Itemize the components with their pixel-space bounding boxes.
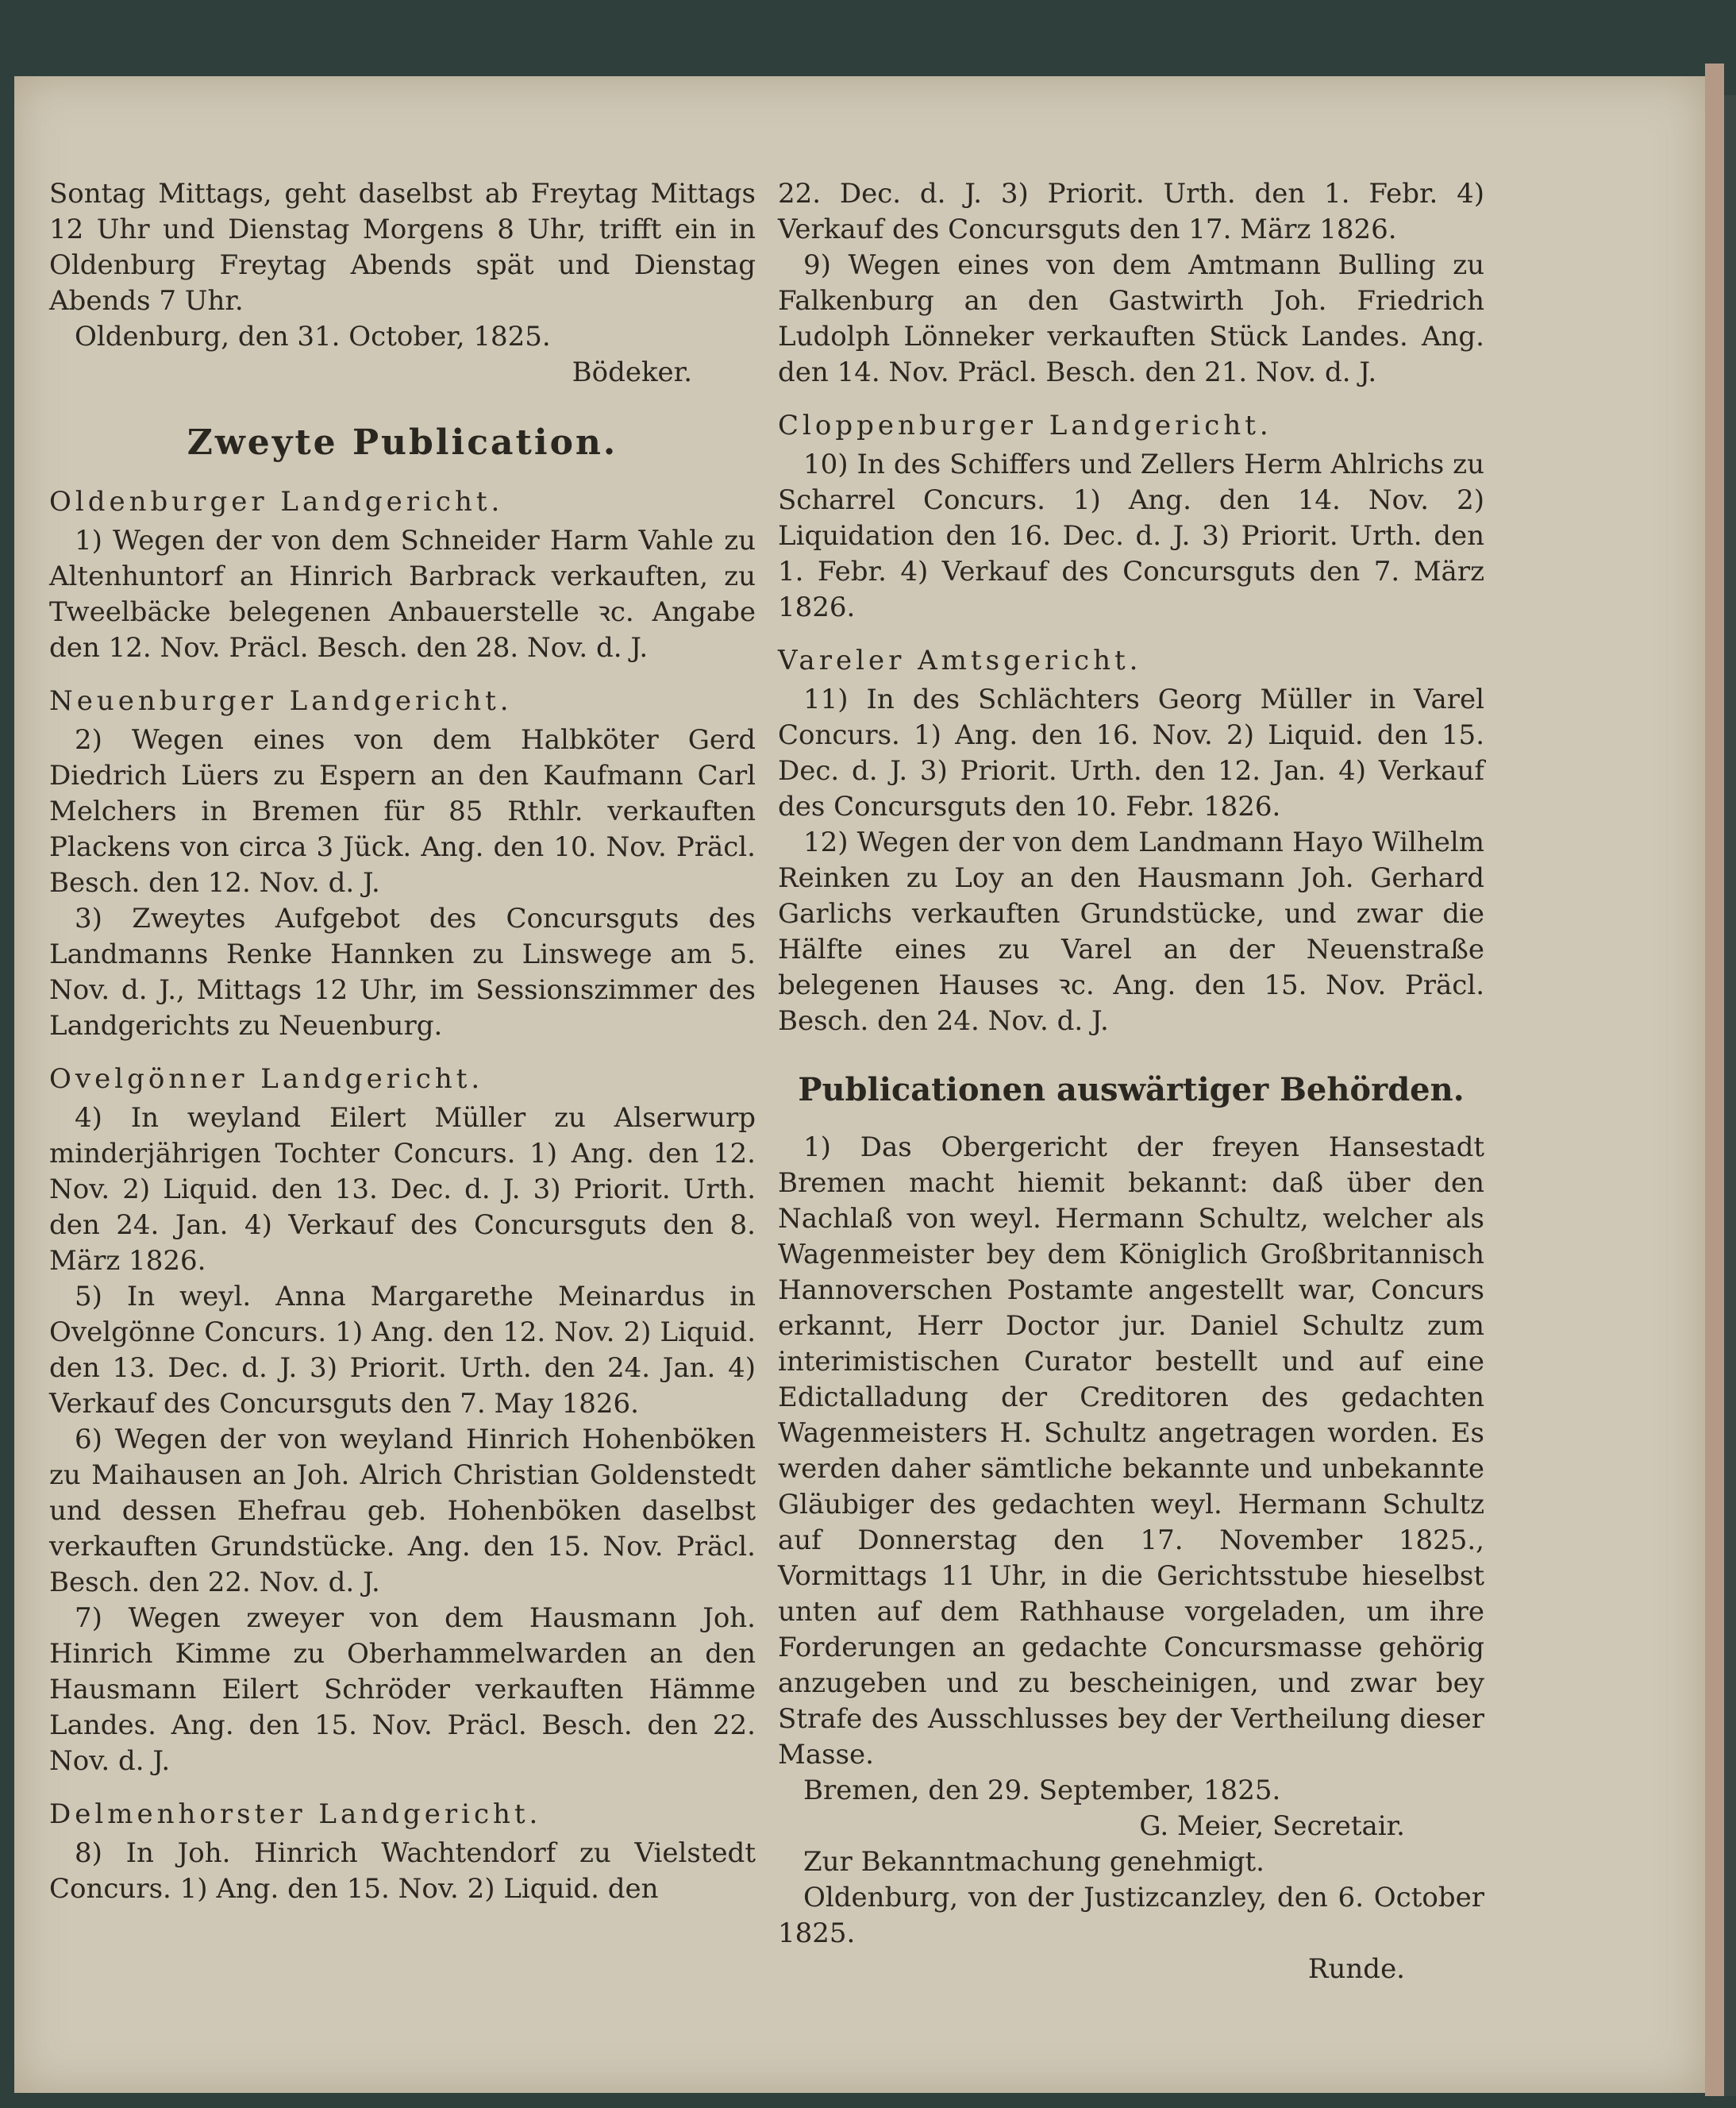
notice-item: 3) Zweytes Aufgebot des Concursguts des Landmanns Renke Hannken zu Linswege am 5. Nov. d. J., Mittags 12 Uhr, im Sessionszimmer des Landgerichts zu Neuenburg. bbox=[49, 903, 756, 1042]
notice-item: 12) Wegen der von dem Landmann Hayo Wilhelm Reinken zu Loy an den Hausmann Joh. Gerhard Garlichs verkauften Grundstücke, und zwar die Hälfte eines zu Varel an der Neuenstraße belegenen Hauses ꝛc. Ang. den 15. Nov. Präcl. Besch. den 24. Nov. d. J. bbox=[778, 827, 1484, 1037]
signature: Runde. bbox=[1307, 1953, 1405, 1985]
section-heading: Zweyte Publication. bbox=[187, 422, 618, 463]
paragraph-continuation: Sontag Mittags, geht daselbst ab Freytag Mittags 12 Uhr und Dienstag Morgens 8 Uhr, trifft ein in Oldenburg Freytag Abends spät und Dienstag Abends 7 Uhr. bbox=[49, 178, 756, 317]
signature: G. Meier, Secretair. bbox=[1139, 1810, 1405, 1842]
approval-note: Zur Bekanntmachung genehmigt. bbox=[803, 1846, 1264, 1878]
court-heading: Delmenhorster Landgericht. bbox=[49, 1798, 542, 1830]
page-edge-shadow bbox=[1724, 95, 1736, 2096]
court-heading: Oldenburger Landgericht. bbox=[49, 486, 504, 518]
right-column bbox=[778, 176, 1484, 1987]
notice-item: 5) In weyl. Anna Margarethe Meinardus in Ovelgönne Concurs. 1) Ang. den 12. Nov. 2) Liquid. den 13. Dec. d. J. 3) Priorit. Urth. den 24. Jan. 4) Verkauf des Concursguts den 7. May 1826. bbox=[49, 1281, 756, 1420]
signature: Bödeker. bbox=[572, 356, 692, 388]
notice-item: 9) Wegen eines von dem Amtmann Bulling zu Falkenburg an den Gastwirth Joh. Friedrich Ludolph Lönneker verkauften Stück Landes. Ang. den 14. Nov. Präcl. Besch. den 21. Nov. d. J. bbox=[778, 249, 1484, 388]
notice-item: 1) Das Obergericht der freyen Hansestadt Bremen macht hiemit bekannt: daß über den Nachlaß von weyl. Hermann Schultz, welcher als Wagenmeister bey dem Königlich Großbritannisch Hannoverschen Postamte angestellt war, Concurs erkannt, Herr Doctor jur. Daniel Schultz zum interimistischen Curator bestellt und auf eine Edictalladung der Creditoren des gedachten Wagenmeisters H. Schultz angetragen worden. Es werden daher sämtliche bekannte und unbekannte Gläubiger des gedachten weyl. Hermann Schultz auf Donnerstag den 17. November 1825., Vormittags 11 Uhr, in die Gerichtsstube hieselbst unten auf dem Rathhause vorgeladen, um ihre Forderungen an gedachte Concursmasse gehörig anzugeben und zu bescheinigen, und zwar bey Strafe des Ausschlusses bey der Vertheilung dieser Masse. bbox=[778, 1131, 1484, 1771]
dateline: Bremen, den 29. September, 1825. bbox=[803, 1775, 1281, 1806]
court-heading: Ovelgönner Landgericht. bbox=[49, 1063, 484, 1095]
dateline: Oldenburg, den 31. October, 1825. bbox=[75, 321, 551, 353]
notice-item: 8) In Joh. Hinrich Wachtendorf zu Vielstedt Concurs. 1) Ang. den 15. Nov. 2) Liquid. den bbox=[49, 1837, 756, 1905]
page-edge bbox=[1705, 64, 1724, 2096]
notice-item: 10) In des Schiffers und Zellers Herm Ahlrichs zu Scharrel Concurs. 1) Ang. den 14. Nov. 2) Liquidation den 16. Dec. d. J. 3) Priorit. Urth. den 1. Febr. 4) Verkauf des Concursguts den 7. März 1826. bbox=[778, 449, 1484, 623]
section-heading: Publicationen auswärtiger Behörden. bbox=[798, 1071, 1465, 1108]
notice-item: 11) In des Schlächters Georg Müller in Varel Concurs. 1) Ang. den 16. Nov. 2) Liquid. den 15. Dec. d. J. 3) Priorit. Urth. den 12. Jan. 4) Verkauf des Concursguts den 10. Febr. 1826. bbox=[778, 684, 1484, 823]
left-column bbox=[49, 176, 756, 1907]
dateline: Oldenburg, von der Justizcanzley, den 6. October 1825. bbox=[778, 1882, 1484, 1949]
notice-item: 4) In weyland Eilert Müller zu Alserwurp minderjährigen Tochter Concurs. 1) Ang. den 12. Nov. 2) Liquid. den 13. Dec. d. J. 3) Priorit. Urth. den 24. Jan. 4) Verkauf des Concursguts den 8. März 1826. bbox=[49, 1102, 756, 1277]
paragraph-continuation: 22. Dec. d. J. 3) Priorit. Urth. den 1. Febr. 4) Verkauf des Concursguts den 17. März 1826. bbox=[778, 178, 1484, 245]
notice-item: 7) Wegen zweyer von dem Hausmann Joh. Hinrich Kimme zu Oberhammelwarden an den Hausmann Eilert Schröder verkauften Hämme Landes. Ang. den 15. Nov. Präcl. Besch. den 22. Nov. d. J. bbox=[49, 1602, 756, 1777]
notice-item: 2) Wegen eines von dem Halbköter Gerd Diedrich Lüers zu Espern an den Kaufmann Carl Melchers in Bremen für 85 Rthlr. verkauften Plackens von circa 3 Jück. Ang. den 10. Nov. Präcl. Besch. den 12. Nov. d. J. bbox=[49, 724, 756, 899]
notice-item: 6) Wegen der von weyland Hinrich Hohenböken zu Maihausen an Joh. Alrich Christian Goldenstedt und dessen Ehefrau geb. Hohenböken daselbst verkauften Grundstücke. Ang. den 15. Nov. Präcl. Besch. den 22. Nov. d. J. bbox=[49, 1424, 756, 1598]
notice-item: 1) Wegen der von dem Schneider Harm Vahle zu Altenhuntorf an Hinrich Barbrack verkauften, zu Tweelbäcke belegenen Anbauerstelle ꝛc. Angabe den 12. Nov. Präcl. Besch. den 28. Nov. d. J. bbox=[49, 525, 756, 664]
court-heading: Neuenburger Landgericht. bbox=[49, 685, 513, 717]
court-heading: Cloppenburger Landgericht. bbox=[778, 410, 1272, 441]
court-heading: Vareler Amtsgericht. bbox=[778, 645, 1142, 676]
